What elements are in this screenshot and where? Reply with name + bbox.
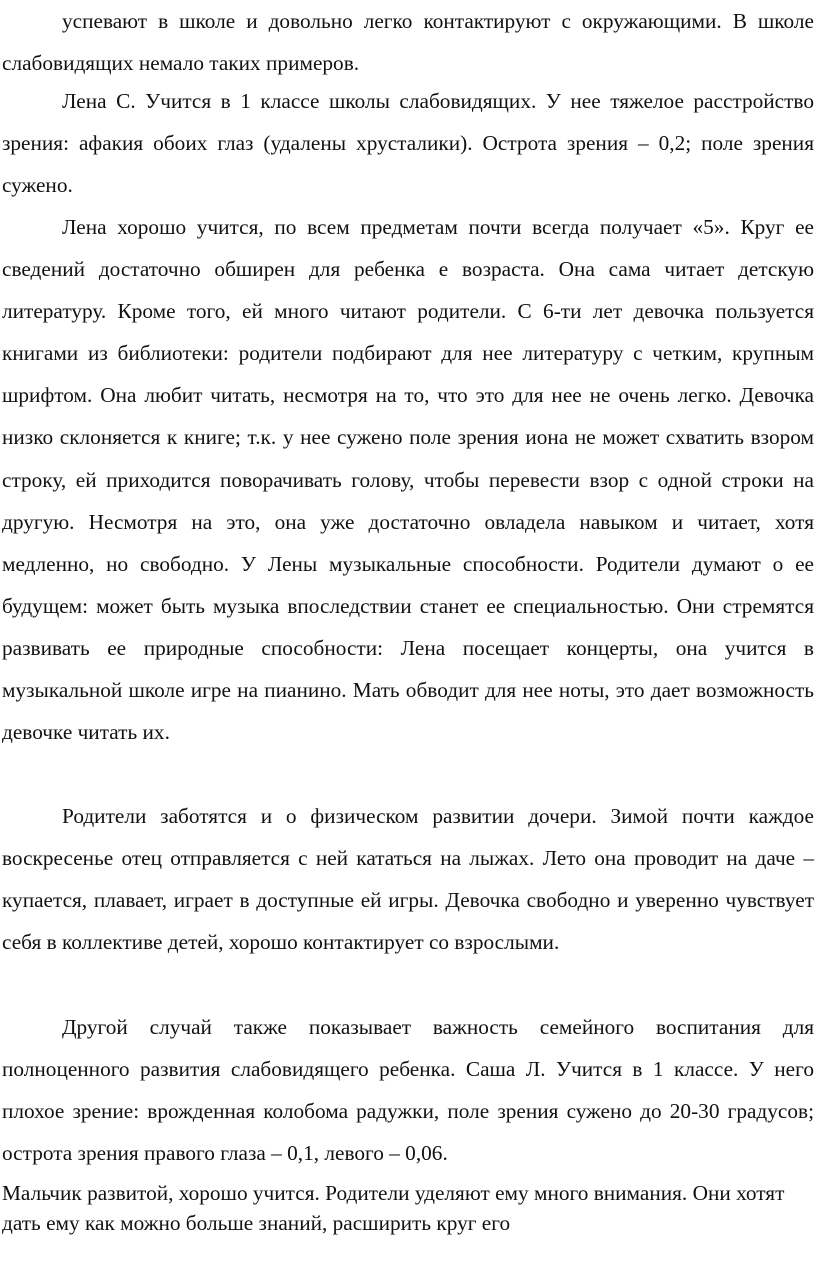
paragraph-sasha-intro: Другой случай также показывает важность семейного воспитания для полноценного развития слабовидящего ребенка. Саша Л. Учится в 1 классе. У него плохое зрение: врожденная колобома радужки, поле зрения сужено до 20-30 градусов; острота зрения правого глаза – 0,1, левого – 0,06. [2,1015,814,1166]
paragraph-lena-intro: Лена С. Учится в 1 классе школы слабовидящих. У нее тяжелое расстройство зрения: афакия обоих глаз (удалены хрусталики). Острота зрения – 0,2; поле зрения сужено. [2,89,814,198]
paragraph-lena-study: Лена хорошо учится, по всем предметам почти всегда получает «5». Круг ее сведений достаточно обширен для ребенка е возраста. Она сама читает детскую литературу. Кроме того, ей много читают родители. С 6-ти лет девочка пользуется книгами из библиотеки: родители подбирают для нее литературу с четким, крупным шрифтом. Она любит читать, несмотря на то, что это для нее не очень легко. Девочка низко склоняется к книге; т.к. у нее сужено поле зрения иона не может схватить взором строку, ей приходится поворачивать голову, чтобы перевести взор с одной строки на другую. Несмотря на это, она уже достаточно овладела навыком и читает, хотя медленно, но свободно. У Лены музыкальные способности. Родители думают о ее будущем: может быть музыка впоследствии станет ее специальностью. Они стремятся развивать ее природные способности: Лена посещает концерты, она учится в музыкальной школе игре на пианино. Мать обводит для нее ноты, это дает возможность девочке читать их. [2,215,814,745]
paragraph-physical-development: Родители заботятся и о физическом развитии дочери. Зимой почти каждое воскресенье отец отправляется с ней кататься на лыжах. Лето она проводит на даче – купается, плавает, играет в доступные ей игры. Девочка свободно и уверенно чувствует себя в коллективе детей, хорошо контактирует со взрослыми. [2,804,814,955]
paragraph-continuation: успевают в школе и довольно легко контактируют с окружающими. В школе слабовидящих немало таких примеров. [2,9,814,76]
paragraph-sasha-development: Мальчик развитой, хорошо учится. Родители уделяют ему много внимания. Они хотят дать ему как можно больше знаний, расширить круг его [2,1181,785,1235]
